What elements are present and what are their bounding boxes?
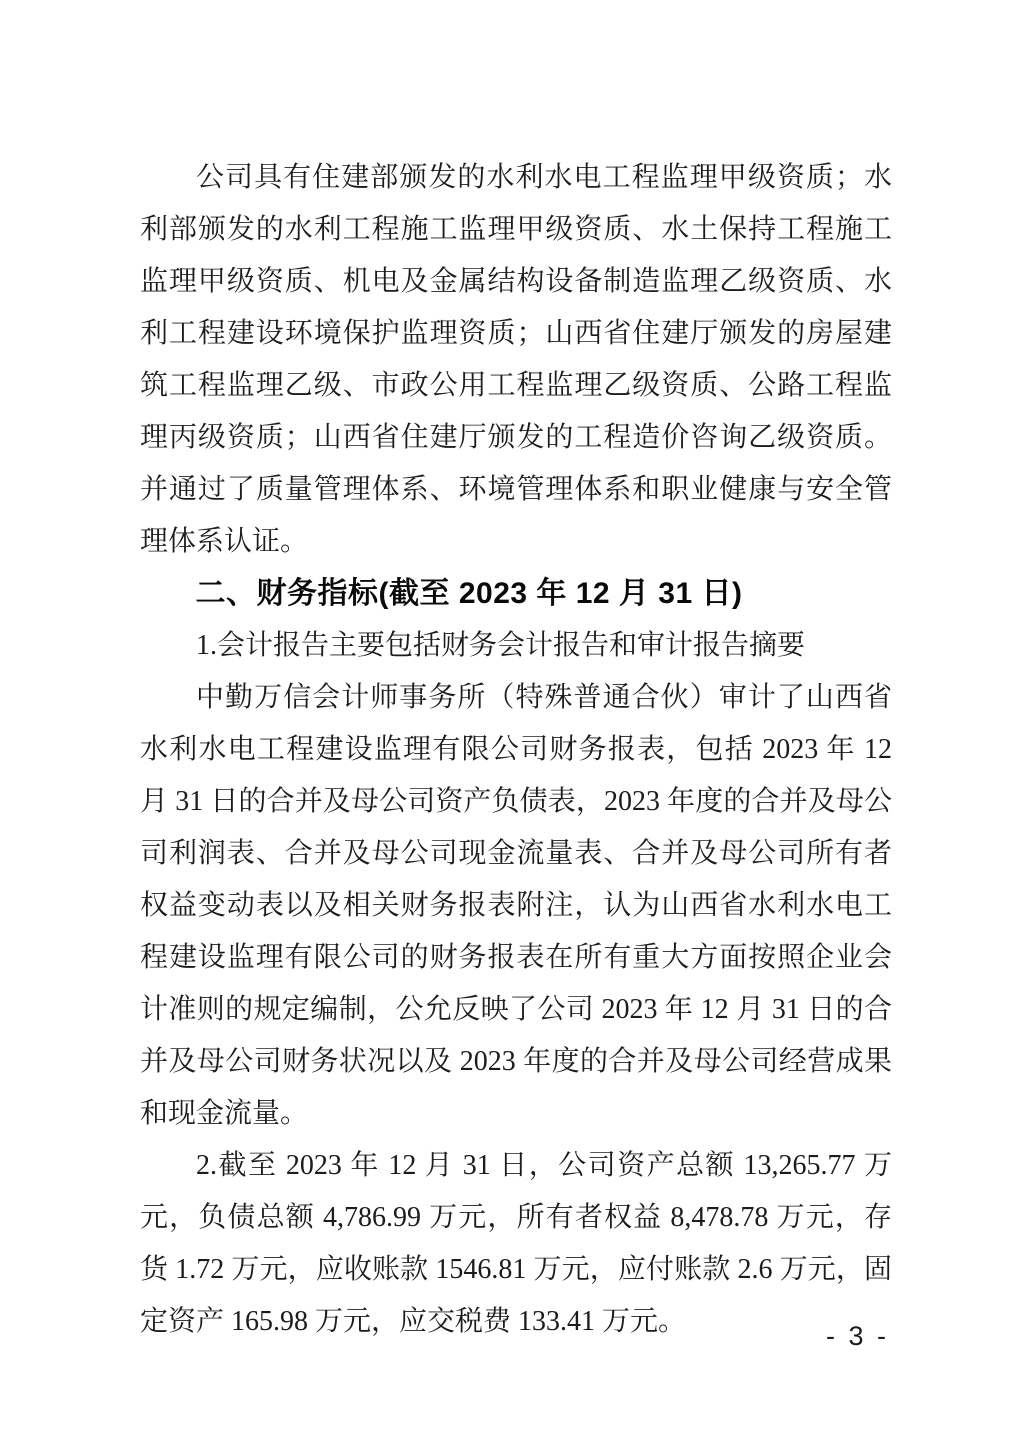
paragraph-accounting-report-note: 1.会计报告主要包括财务会计报告和审计报告摘要 xyxy=(196,630,806,661)
paragraph-audit-summary: 中勤万信会计师事务所（特殊普通合伙）审计了山西省水利水电工程建设监理有限公司财务报表，包括 2023 年 12 月 31 日的合并及母公司资产负债表，2023 年度的合并及母公司利润表、合并及母公司现金流量表、合并及母公司所有者权益变动表以及相关财务报表附注，认为山西省水利水电工程建设监理有限公司的财务报表在所有重大方面按照企业会计准则的规定编制，公允反映了公司 2023 年 12 月 31 日的合并及母公司财务状况以及 2023 年度的合并及母公司经营成果和现金流量。 xyxy=(140,682,892,1129)
paragraph-company-qualifications: 公司具有住建部颁发的水利水电工程监理甲级资质；水利部颁发的水利工程施工监理甲级资质、水土保持工程施工监理甲级资质、机电及金属结构设备制造监理乙级资质、水利工程建设环境保护监理资质；山西省住建厅颁发的房屋建筑工程监理乙级、市政公用工程监理乙级资质、公路工程监理丙级资质；山西省住建厅颁发的工程造价咨询乙级资质。并通过了质量管理体系、环境管理体系和职业健康与安全管理体系认证。 xyxy=(140,162,892,557)
heading-financial-indicators: 二、财务指标(截至 2023 年 12 月 31 日) xyxy=(195,577,743,610)
paragraph-financial-figures: 2.截至 2023 年 12 月 31 日，公司资产总额 13,265.77 万元，负债总额 4,786.99 万元，所有者权益 8,478.78 万元，存货 1.72 万元，应收账款 1546.81 万元，应付账款 2.6 万元，固定资产 165.98 万元，应交税费 133.41 万元。 xyxy=(140,1150,892,1337)
page-number: - 3 - xyxy=(826,1321,890,1351)
page-body xyxy=(140,152,892,1348)
